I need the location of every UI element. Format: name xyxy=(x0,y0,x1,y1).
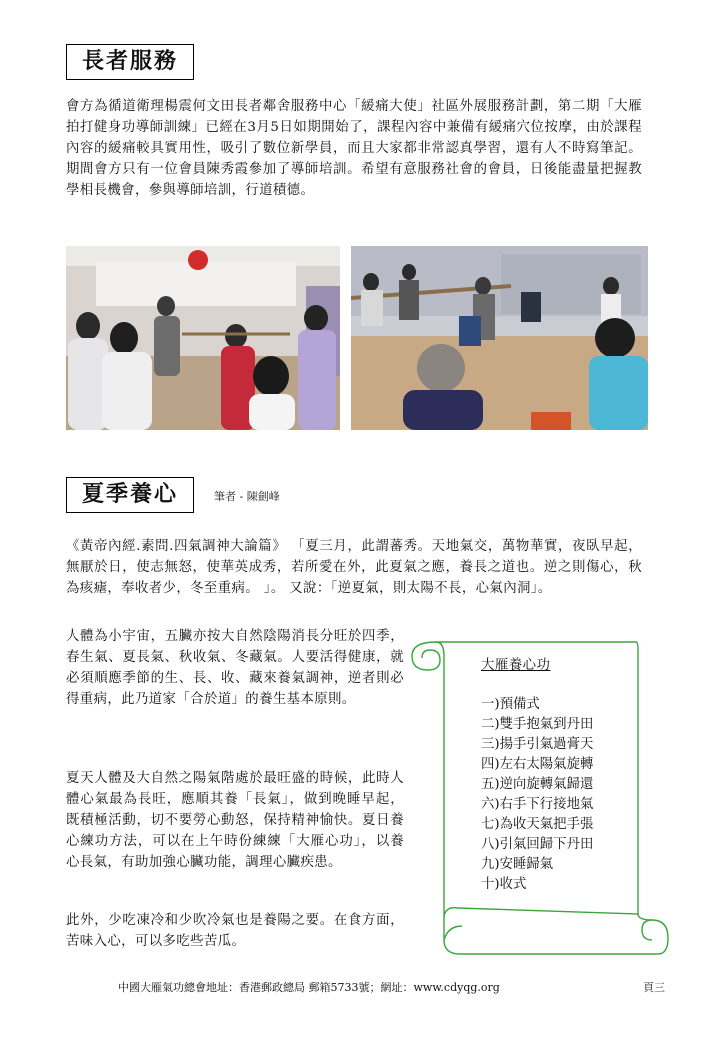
body-paragraph-3: 此外，少吃凍冷和少吹冷氣也是養陽之要。在食方面，苦味入心，可以多吃些苦瓜。 xyxy=(66,913,404,949)
author-credit: 筆者 - 陳劍峰 xyxy=(214,490,280,503)
body-paragraph-1: 人體為小宇宙，五臟亦按大自然陰陽消長分旺於四季，春生氣、夏長氣、秋收氣、冬藏氣。人要活得健康，就必須順應季節的生、長、收、藏來養氣調神，逆者則必得重病，此乃道家「合於道」的養生基本原則。 xyxy=(66,629,404,707)
list-item: 一)預備式 xyxy=(481,697,540,712)
body-paragraph-2: 夏天人體及大自然之陽氣階處於最旺盛的時候，此時人體心氣最為長旺，應順其養「長氣」，做到晚睡早起，既積極活動，切不要勞心動怒，保持精神愉快。夏日養心練功方法，可以在上午時份練練「大雁心功」，以養心長氣，有助加強心臟功能，調理心臟疾患。 xyxy=(66,771,404,870)
photo-seated-class xyxy=(351,246,648,430)
page-number: 頁三 xyxy=(643,981,665,994)
list-item: 三)揚手引氣過膏天 xyxy=(481,737,594,752)
photo-group-exercise xyxy=(66,246,340,430)
footer-address: 中國大雁氣功總會地址：香港郵政總局 郵箱5733號；網址：www.cdyqg.org xyxy=(118,981,500,994)
section-title-elderly-services: 長者服務 xyxy=(66,44,194,80)
elderly-services-paragraph: 會方為循道衛理楊震何文田長者鄰舍服務中心「緩痛大使」社區外展服務計劃，第二期「大雁拍打健身功導師訓練」已經在3月5日如期開始了，課程內容中兼備有緩痛穴位按摩，由於課程內容的緩痛較具實用性，吸引了數位新學員，而且大家都非常認真學習，還有人不時寫筆記。期間會方只有一位會員陳秀霞參加了導師培訓。希望有意服務社會的會員，日後能盡量把握教學相長機會，參與導師培訓，行道積德。 xyxy=(66,99,642,198)
list-item: 七)為收天氣把手張 xyxy=(481,817,594,832)
list-item: 九)安睡歸氣 xyxy=(481,857,554,872)
list-item: 六)右手下行接地氣 xyxy=(481,797,594,812)
list-item: 五)逆向旋轉氣歸還 xyxy=(481,777,594,792)
exercise-steps-list xyxy=(481,695,641,895)
list-item: 八)引氣回歸下丹田 xyxy=(481,837,594,852)
list-item: 四)左右太陽氣旋轉 xyxy=(481,757,594,772)
list-item: 十)收式 xyxy=(481,877,527,892)
list-item: 二)雙手抱氣到丹田 xyxy=(481,717,594,732)
scroll-heading: 大雁養心功 xyxy=(481,658,551,673)
section-title-summer-heart: 夏季養心 xyxy=(66,477,194,513)
classic-quote-paragraph: 《黃帝內經.素問.四氣調神大論篇》 「夏三月，此謂蕃秀。天地氣交，萬物華實，夜臥早起，無厭於日，使志無怒，使華英成秀，若所愛在外，此夏氣之應，養長之道也。逆之則傷心，秋為痎瘧，奉收者少，冬至重病。 」。 又說：「逆夏氣，則太陽不長，心氣內洞」。 xyxy=(66,539,642,596)
photo-group-exercise-illustration xyxy=(66,246,340,430)
photo-seated-class-illustration xyxy=(351,246,648,430)
